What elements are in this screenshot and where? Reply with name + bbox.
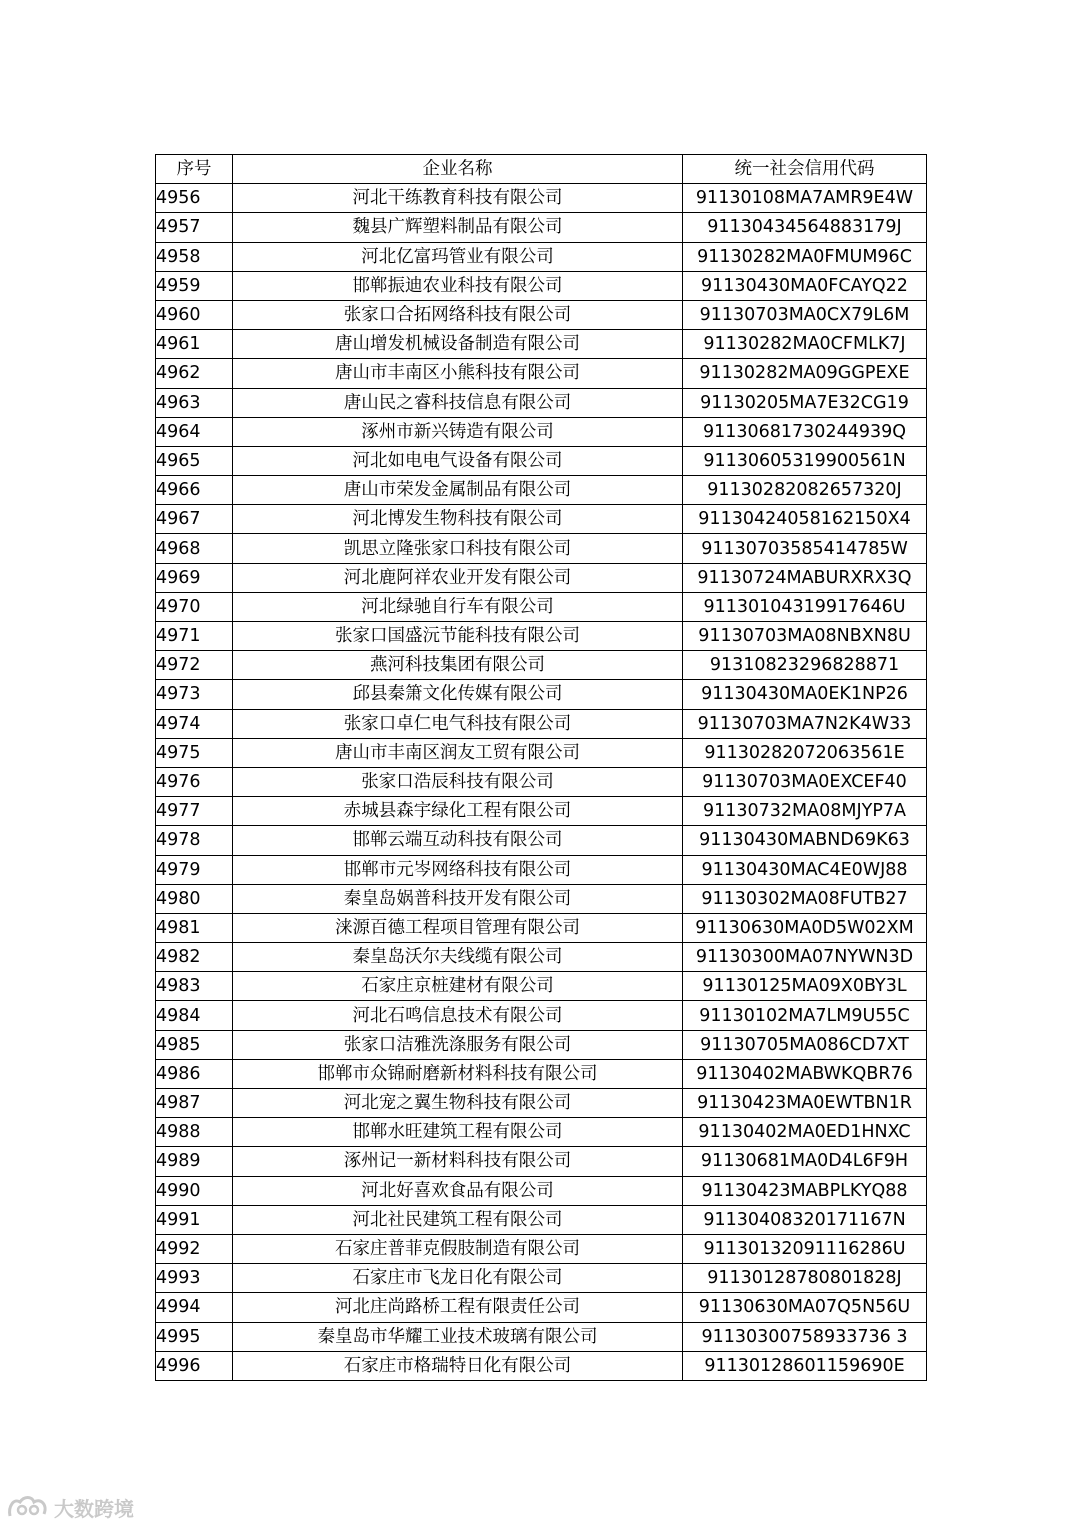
table-row [156, 680, 927, 709]
row-credit-code-cell: 91130402MABWKQBR76 [683, 1059, 927, 1088]
table-row [156, 913, 927, 942]
row-credit-code-cell: 91130703MA0EXCEF40 [683, 767, 927, 796]
row-credit-code-cell: 91130434564883179J [683, 213, 927, 242]
row-company-name-cell: 涞源百德工程项目管理有限公司 [233, 913, 683, 942]
row-seq-cell: 4990 [156, 1176, 233, 1205]
row-company-name-cell: 邯郸云端互动科技有限公司 [233, 826, 683, 855]
row-seq-cell: 4972 [156, 651, 233, 680]
row-credit-code-cell: 91130732MA08MJYP7A [683, 797, 927, 826]
row-company-name-cell: 张家口浩辰科技有限公司 [233, 767, 683, 796]
row-company-name-cell: 邯郸振迪农业科技有限公司 [233, 271, 683, 300]
table-row [156, 1176, 927, 1205]
row-credit-code-cell: 91130302MA08FUTB27 [683, 884, 927, 913]
row-seq-cell: 4987 [156, 1089, 233, 1118]
row-company-name-cell: 邯郸市元岑网络科技有限公司 [233, 855, 683, 884]
row-company-name-cell: 秦皇岛娲普科技开发有限公司 [233, 884, 683, 913]
table-row [156, 767, 927, 796]
row-seq-cell: 4965 [156, 446, 233, 475]
brand-logo-icon [6, 1492, 50, 1522]
row-credit-code-cell: 91130282MA0CFMLK7J [683, 330, 927, 359]
row-seq-cell: 4991 [156, 1205, 233, 1234]
row-seq-cell: 4977 [156, 797, 233, 826]
row-company-name-cell: 石家庄京桩建材有限公司 [233, 972, 683, 1001]
header-seq: 序号 [156, 155, 233, 184]
row-seq-cell: 4974 [156, 709, 233, 738]
row-company-name-cell: 张家口国盛沅节能科技有限公司 [233, 622, 683, 651]
row-company-name-cell: 邯郸水旺建筑工程有限公司 [233, 1118, 683, 1147]
row-credit-code-cell: 91130282MA09GGPEXE [683, 359, 927, 388]
row-company-name-cell: 河北干练教育科技有限公司 [233, 184, 683, 213]
row-seq-cell: 4995 [156, 1322, 233, 1351]
table-row [156, 271, 927, 300]
row-credit-code-cell: 91130430MABND69K63 [683, 826, 927, 855]
table-row [156, 1234, 927, 1263]
table-header-row [156, 155, 927, 184]
row-seq-cell: 4964 [156, 417, 233, 446]
table-body [156, 184, 927, 1381]
row-credit-code-cell: 91130681730244939Q [683, 417, 927, 446]
table-row [156, 592, 927, 621]
row-credit-code-cell: 91130605319900561N [683, 446, 927, 475]
row-company-name-cell: 石家庄普菲克假肢制造有限公司 [233, 1234, 683, 1263]
table-row [156, 534, 927, 563]
table-row [156, 242, 927, 271]
table-row [156, 1351, 927, 1380]
table-row [156, 651, 927, 680]
row-company-name-cell: 张家口卓仁电气科技有限公司 [233, 709, 683, 738]
row-company-name-cell: 秦皇岛市华耀工业技术玻璃有限公司 [233, 1322, 683, 1351]
row-seq-cell: 4969 [156, 563, 233, 592]
row-seq-cell: 4959 [156, 271, 233, 300]
row-credit-code-cell: 91130282072063561E [683, 738, 927, 767]
table-row [156, 417, 927, 446]
row-credit-code-cell: 91130205MA7E32CG19 [683, 388, 927, 417]
watermark [6, 1490, 134, 1524]
row-credit-code-cell: 91130102MA7LM9U55C [683, 1001, 927, 1030]
row-company-name-cell: 唐山市荣发金属制品有限公司 [233, 476, 683, 505]
table-row [156, 184, 927, 213]
row-seq-cell: 4975 [156, 738, 233, 767]
row-seq-cell: 4985 [156, 1030, 233, 1059]
row-company-name-cell: 石家庄市飞龙日化有限公司 [233, 1264, 683, 1293]
header-company-name: 企业名称 [233, 155, 683, 184]
row-credit-code-cell: 91130724MABURXRX3Q [683, 563, 927, 592]
row-company-name-cell: 魏县广辉塑料制品有限公司 [233, 213, 683, 242]
row-credit-code-cell: 91130630MA07Q5N56U [683, 1293, 927, 1322]
row-company-name-cell: 河北博发生物科技有限公司 [233, 505, 683, 534]
row-seq-cell: 4958 [156, 242, 233, 271]
table-row [156, 505, 927, 534]
table-row [156, 709, 927, 738]
table-row [156, 446, 927, 475]
company-list-table-container [155, 154, 926, 1381]
row-seq-cell: 4971 [156, 622, 233, 651]
row-seq-cell: 4993 [156, 1264, 233, 1293]
row-company-name-cell: 河北亿富玛管业有限公司 [233, 242, 683, 271]
row-credit-code-cell: 91130430MAC4E0WJ88 [683, 855, 927, 884]
row-credit-code-cell: 91130703MA08NBXN8U [683, 622, 927, 651]
row-company-name-cell: 河北社民建筑工程有限公司 [233, 1205, 683, 1234]
row-seq-cell: 4979 [156, 855, 233, 884]
row-company-name-cell: 唐山市丰南区润友工贸有限公司 [233, 738, 683, 767]
row-credit-code-cell: 91130108MA7AMR9E4W [683, 184, 927, 213]
row-seq-cell: 4963 [156, 388, 233, 417]
table-row [156, 330, 927, 359]
row-credit-code-cell: 91130703585414785W [683, 534, 927, 563]
row-seq-cell: 4988 [156, 1118, 233, 1147]
row-credit-code-cell: 91130423MABPLKYQ88 [683, 1176, 927, 1205]
table-row [156, 1059, 927, 1088]
row-credit-code-cell: 91130681MA0D4L6F9H [683, 1147, 927, 1176]
row-seq-cell: 4962 [156, 359, 233, 388]
row-credit-code-cell: 91130703MA7N2K4W33 [683, 709, 927, 738]
table-row [156, 826, 927, 855]
row-seq-cell: 4967 [156, 505, 233, 534]
row-seq-cell: 4970 [156, 592, 233, 621]
row-credit-code-cell: 91130132091116286U [683, 1234, 927, 1263]
row-seq-cell: 4957 [156, 213, 233, 242]
table-row [156, 1205, 927, 1234]
table-row [156, 1118, 927, 1147]
row-company-name-cell: 河北庄尚路桥工程有限责任公司 [233, 1293, 683, 1322]
row-seq-cell: 4976 [156, 767, 233, 796]
row-seq-cell: 4984 [156, 1001, 233, 1030]
watermark-text: 大数跨境 [54, 1496, 134, 1521]
row-credit-code-cell: 91130282082657320J [683, 476, 927, 505]
row-credit-code-cell: 91130402MA0ED1HNXC [683, 1118, 927, 1147]
row-seq-cell: 4983 [156, 972, 233, 1001]
row-seq-cell: 4980 [156, 884, 233, 913]
row-company-name-cell: 赤城县森宇绿化工程有限公司 [233, 797, 683, 826]
row-credit-code-cell: 91130430MA0EK1NP26 [683, 680, 927, 709]
table-row [156, 476, 927, 505]
row-company-name-cell: 河北石鸣信息技术有限公司 [233, 1001, 683, 1030]
row-company-name-cell: 河北绿驰自行车有限公司 [233, 592, 683, 621]
row-credit-code-cell: 91130300758933736 3 [683, 1322, 927, 1351]
row-seq-cell: 4981 [156, 913, 233, 942]
table-row [156, 359, 927, 388]
table-row [156, 1264, 927, 1293]
table-row [156, 388, 927, 417]
table-row [156, 213, 927, 242]
row-seq-cell: 4989 [156, 1147, 233, 1176]
row-company-name-cell: 河北如电电气设备有限公司 [233, 446, 683, 475]
row-credit-code-cell: 91130424058162150X4 [683, 505, 927, 534]
row-company-name-cell: 河北鹿阿祥农业开发有限公司 [233, 563, 683, 592]
table-row [156, 563, 927, 592]
row-company-name-cell: 张家口洁雅洗涤服务有限公司 [233, 1030, 683, 1059]
row-seq-cell: 4994 [156, 1293, 233, 1322]
row-credit-code-cell: 91130104319917646U [683, 592, 927, 621]
row-credit-code-cell: 91130300MA07NYWN3D [683, 943, 927, 972]
table-row [156, 972, 927, 1001]
table-row [156, 1322, 927, 1351]
row-credit-code-cell: 91130282MA0FMUM96C [683, 242, 927, 271]
row-company-name-cell: 涿州记一新材料科技有限公司 [233, 1147, 683, 1176]
table-row [156, 884, 927, 913]
row-seq-cell: 4966 [156, 476, 233, 505]
row-credit-code-cell: 91130128601159690E [683, 1351, 927, 1380]
row-credit-code-cell: 91130705MA086CD7XT [683, 1030, 927, 1059]
table-row [156, 300, 927, 329]
header-credit-code: 统一社会信用代码 [683, 155, 927, 184]
row-credit-code-cell: 91130408320171167N [683, 1205, 927, 1234]
table-row [156, 1089, 927, 1118]
row-company-name-cell: 邯郸市众锦耐磨新材料科技有限公司 [233, 1059, 683, 1088]
row-company-name-cell: 秦皇岛沃尔夫线缆有限公司 [233, 943, 683, 972]
table-row [156, 738, 927, 767]
table-row [156, 943, 927, 972]
row-company-name-cell: 涿州市新兴铸造有限公司 [233, 417, 683, 446]
row-credit-code-cell: 91310823296828871 [683, 651, 927, 680]
row-company-name-cell: 石家庄市格瑞特日化有限公司 [233, 1351, 683, 1380]
row-credit-code-cell: 91130423MA0EWTBN1R [683, 1089, 927, 1118]
company-list-table [155, 154, 927, 1381]
row-company-name-cell: 唐山民之睿科技信息有限公司 [233, 388, 683, 417]
row-company-name-cell: 燕河科技集团有限公司 [233, 651, 683, 680]
table-row [156, 797, 927, 826]
table-row [156, 1030, 927, 1059]
row-seq-cell: 4973 [156, 680, 233, 709]
row-company-name-cell: 唐山市丰南区小熊科技有限公司 [233, 359, 683, 388]
row-seq-cell: 4978 [156, 826, 233, 855]
row-company-name-cell: 张家口合拓网络科技有限公司 [233, 300, 683, 329]
row-seq-cell: 4968 [156, 534, 233, 563]
row-seq-cell: 4961 [156, 330, 233, 359]
table-row [156, 1147, 927, 1176]
row-credit-code-cell: 91130430MA0FCAYQ22 [683, 271, 927, 300]
row-credit-code-cell: 91130703MA0CX79L6M [683, 300, 927, 329]
row-seq-cell: 4992 [156, 1234, 233, 1263]
table-row [156, 1001, 927, 1030]
row-credit-code-cell: 91130630MA0D5W02XM [683, 913, 927, 942]
row-credit-code-cell: 91130125MA09X0BY3L [683, 972, 927, 1001]
row-company-name-cell: 邱县秦箫文化传媒有限公司 [233, 680, 683, 709]
row-company-name-cell: 河北宠之翼生物科技有限公司 [233, 1089, 683, 1118]
row-company-name-cell: 河北好喜欢食品有限公司 [233, 1176, 683, 1205]
row-seq-cell: 4996 [156, 1351, 233, 1380]
row-seq-cell: 4986 [156, 1059, 233, 1088]
row-credit-code-cell: 91130128780801828J [683, 1264, 927, 1293]
row-company-name-cell: 凯思立隆张家口科技有限公司 [233, 534, 683, 563]
row-company-name-cell: 唐山增发机械设备制造有限公司 [233, 330, 683, 359]
table-row [156, 1293, 927, 1322]
row-seq-cell: 4982 [156, 943, 233, 972]
table-row [156, 622, 927, 651]
table-row [156, 855, 927, 884]
row-seq-cell: 4960 [156, 300, 233, 329]
row-seq-cell: 4956 [156, 184, 233, 213]
